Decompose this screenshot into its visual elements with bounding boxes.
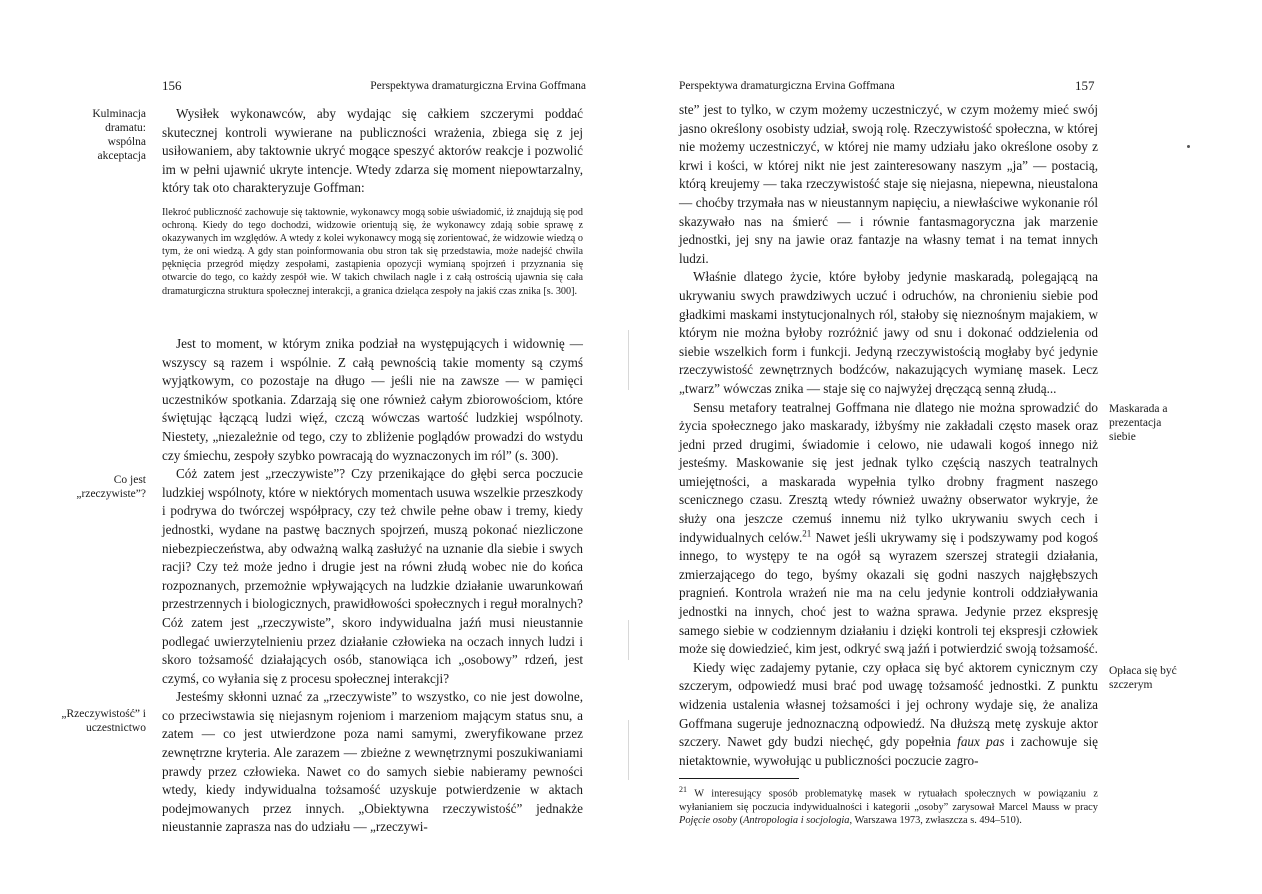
paragraph: Wysiłek wykonawców, aby wydając się całkiem szczerymi poddać skutecznej kontroli wywierane na publiczności wrażenia, zbiega się z jej usiłowaniem, aby taktownie ukryć mogące speszyć aktorów reakcje i pozwolić im w pełni ujawnić ukryte intencje. Wtedy zdarza się moment niepowtarzalny, który tak oto charakteryzuje Goffman: [162,106,583,196]
gutter-shadow [628,620,629,660]
paragraph: Jesteśmy skłonni uznać za „rzeczywiste” to wszystko, co nie jest dowolne, co przeciwstawia się niejasnym rojeniom i marzeniom mającym status snu, a zatem — co jest utwierdzone poza nami samymi, zweryfikowane przez zewnętrzne kryteria. Ale zarazem — zbieżne z wewnętrznymi poszukiwaniami prawdy przez człowieka. Nawet co do samych siebie nabieramy pewności wtedy, kiedy indywidualna tożsamość uzyskuje potwierdzenie w aktach podejmowanych przez innych. „Obiektywna rzeczywistość” jednakże nieustannie zaprasza nas do udziału — „rzeczywi- [162,689,583,835]
block-quote: Ilekroć publiczność zachowuje się taktownie, wykonawcy mogą sobie uświadomić, iż znajdują się pod ochroną. Kiedy do tego dochodzi, widzowie orientują się, że wykonawcy zdają sobie sprawę z okazywanych im względów. A wtedy z kolei wykonawcy mogą się zorientować, że widzowie wiedzą o tym, że oni wiedzą. A gdy stan poinformowania obu stron tak się przedstawia, może nadejść chwila pęknięcia przegród między zespołami, zastąpienia opozycji wymianą spojrzeń i przyznania się otwarcie do tego, co każdy zespół wie. W takich chwilach nagle i z całą ostrością ujawnia się cała dramaturgiczna struktura społecznej interakcji, a granica dzieląca zespoły na jakiś czas znika [s. 300]. [162,207,583,297]
footnote-reference: 21 [802,528,812,539]
right-body-main [679,101,1098,770]
running-head-left: Perspektywa dramaturgiczna Ervina Goffmana [370,80,586,92]
page-number-right: 157 [1075,78,1095,93]
italic-term: faux pas [957,734,1005,750]
margin-note-rzeczywistosc: „Rzeczywistość” i uczestnictwo [61,708,146,734]
margin-note-maskarada: Maskarada a prezentacja siebie [1109,403,1168,443]
paragraph: Właśnie dlatego życie, które byłoby jedynie maskaradą, polegającą na ukrywaniu swych prawdziwych uczuć i odruchów, na chronieniu siebie pod gładkimi maskami instytucjonalnych ról, stałoby się nieznośnym majakiem, w którym nie można byłoby rozróżnić jawy od snu i dokonać oddzielenia od siebie wszelkich form i funkcji. Jedyną rzeczywistością mogłaby być jedynie rzeczywistość zewnętrznych bodźców, nakazujących wymianę masek. Lecz „twarz” wówczas znika — staje się co najwyżej dręczącą senną złudą... [679,269,1098,396]
footnote-rule [679,778,799,779]
paragraph: Kiedy więc zadajemy pytanie, czy opłaca się być aktorem cynicznym czy szczerym, odpowiedź musi brać pod uwagę tożsamość jednostki. Z punktu widzenia ustalenia własnej tożsamości i jej ochrony wydaje się, że analiza Goffmana sugeruje jednoznaczną odpowiedź. Na dłuższą metę zyskuje aktor szczery. Nawet gdy budzi niechęć, gdy popełnia faux pas i zachowuje się nietaktownie, wywołując u publiczności poczucie zagro- [679,659,1098,768]
margin-note-co-jest-rzeczywiste: Co jest „rzeczywiste”? [76,474,146,500]
left-para-1 [162,105,583,198]
paragraph: Sensu metafory teatralnej Goffmana nie dlatego nie można sprowadzić do życia społecznego jako maskarady, iżbyśmy nie zakładali często masek oraz jedni przed drugimi, świadomie i celowo, nie udawali kogoś innego niż jesteśmy. Maskowanie się jest jednak tylko częścią naszych teatralnych umiejętności, a maskarada wypełnia tylko drobny fragment naszego scenicznego czasu. Zresztą wtedy również uważny obserwator wykryje, że służy ona jeszcze czemuś innemu niż tylko ukrywaniu swych cech i indywidualnych celów.$^{21}$ Nawet jeśli ukrywamy się i podszywamy pod kogoś innego, to występy te na ogół są wyrazem szerszej strategii działania, zmierzającego do tego, byśmy okazali się godni naszych najgłębszych pragnień. Kontrola wrażeń nie ma na celu jedynie kontroli oddziaływania jednostki na innych, choć jest to ważna sprawa. Jedynie przez ekspresję samego siebie w codziennym działaniu i dzięki kontroli tej ekspresji człowiek może się dowiedzieć, kim jest, odkryć swą jaźń i potwierdzić swoją tożsamość. [679,399,1098,657]
right-page [631,0,1262,894]
margin-note-oplaca-sie: Opłaca się być szczerym [1109,665,1177,691]
running-head-right: Perspektywa dramaturgiczna Ervina Goffmana [679,80,895,92]
page-number-left: 156 [162,78,182,93]
paragraph: ste” jest to tylko, w czym możemy uczestniczyć, w czym możemy mieć swój jasno określony osobisty udział, swoją rolę. Rzeczywistość społeczna, w której nie możemy uczestniczyć, w której nie mamy udziału jako określone osoby z krwi i kości, w której nikt nie jest zainteresowany naszym „ja” — postacią, którą kreujemy — taka rzeczywistość staje się niejasna, niepewna, nieustalona — choćby trzymała nas w nieustannym napięciu, a niewłaściwe wykonanie ról skazywało nas na śmierć — i równie fantasmagoryczna jak marzenie jednostki, jej sny na jawie oraz fantazje na własny temat i na temat innych ludzi. [679,102,1098,266]
scan-speck [1187,145,1190,148]
gutter-shadow [628,720,629,780]
footnote-number: 21 [679,785,687,794]
paragraph: Jest to moment, w którym znika podział na występujących i widownię — wszyscy są razem i wspólnie. Z całą pewnością takie momenty są czymś wyjątkowym, co pozostaje na długo — jeśli nie na zawsze — w pamięci uczestników spotkania. Zdarzają się one również całym zbiorowościom, które świętując łączącą ludzi więź, czczą wówczas wartość ludzkiej wspólnoty. Niestety, „niezależnie od tego, czy to zbliżenie poglądów prowadzi do wstydu czy śmiechu, zespoły szybko powracają do wyznaczonych im ról” (s. 300). [162,336,583,463]
footnote: $^{21}$ W interesujący sposób problematykę masek w rytuałach społecznych w powiązaniu z wyłanianiem się poczucia indywidualności i kategorii „osoby” zarysował Marcel Mauss w pracy Pojęcie osoby (Antropologia i socjologia, Warszawa 1973, zwłaszcza s. 494–510). [679,785,1098,826]
paragraph: Cóż zatem jest „rzeczywiste”? Czy przenikające do głębi serca poczucie ludzkiej wspólnoty, które w niektórych momentach usuwa wszelkie przeszkody i podrywa do twórczej współpracy, czy też chwile pełne obaw i tremy, kiedy jednostki, wydane na pastwę bacznych spojrzeń, muszą pokonać niezliczone niebezpieczeństwa, aby odważną walką zasłużyć na uznanie dla siebie i swych racji? Czy też może jedno i drugie jest na równi złudą wobec nie do końca rozpoznanych, przemożnie wpływających na ludzkie działanie uwarunkowań przestrzennych i biologicznych, prawidłowości społecznych i reguł moralnych? Cóż zatem jest „rzeczywiste”, skoro indywidualna jaźń musi nieustannie podlegać uwierzytelnieniu przez działanie człowieka na oczach innych ludzi i skoro tożsamość działających osób, stanowiąca ich „osobowy” rdzeń, jest czymś, co wyłania się z procesu społecznej interakcji? [162,466,583,686]
left-body-main [162,335,583,837]
margin-note-kulminacja: Kulminacja dramatu: wspólna akceptacja [92,108,146,162]
gutter-shadow [628,330,629,390]
